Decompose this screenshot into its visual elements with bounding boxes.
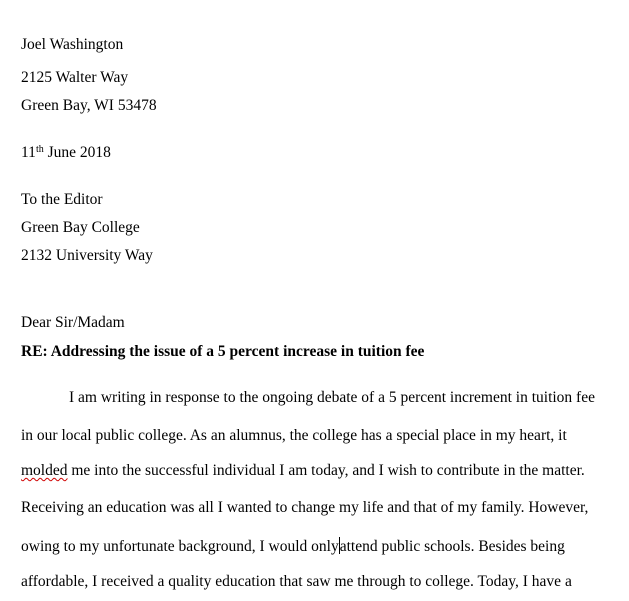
sender-city: Green Bay, WI 53478 <box>21 97 157 114</box>
date-day: 11 <box>21 144 36 161</box>
body-line-5 <box>21 537 565 556</box>
date-suffix: th <box>35 144 44 155</box>
body-line-6: affordable, I received a quality education that saw me through to college. Today, I have a <box>21 573 572 590</box>
salutation: Dear Sir/Madam <box>21 314 125 331</box>
body-line-1: I am writing in response to the ongoing debate of a 5 percent increment in tuition fee <box>69 389 595 406</box>
body-line-2: in our local public college. As an alumnus, the college has a special place in my heart, it <box>21 427 567 444</box>
body-line-4: Receiving an education was all I wanted to change my life and that of my family. However, <box>21 499 589 516</box>
sender-name: Joel Washington <box>21 36 124 53</box>
date-rest: June 2018 <box>43 144 111 161</box>
spelling-flag-word[interactable]: molded <box>21 462 68 479</box>
body-line-5-after: attend public schools. Besides being <box>339 538 565 555</box>
body-line-3 <box>21 462 585 480</box>
subject-line: RE: Addressing the issue of a 5 percent increase in tuition fee <box>21 343 425 360</box>
letter-date <box>21 144 111 162</box>
recipient-line-3: 2132 University Way <box>21 247 153 264</box>
recipient-line-2: Green Bay College <box>21 219 140 236</box>
sender-street: 2125 Walter Way <box>21 69 129 86</box>
recipient-line-1: To the Editor <box>21 191 103 208</box>
body-line-5-before: owing to my unfortunate background, I would only <box>21 538 339 555</box>
body-line-3-rest: me into the successful individual I am today, and I wish to contribute in the matter. <box>67 462 585 479</box>
